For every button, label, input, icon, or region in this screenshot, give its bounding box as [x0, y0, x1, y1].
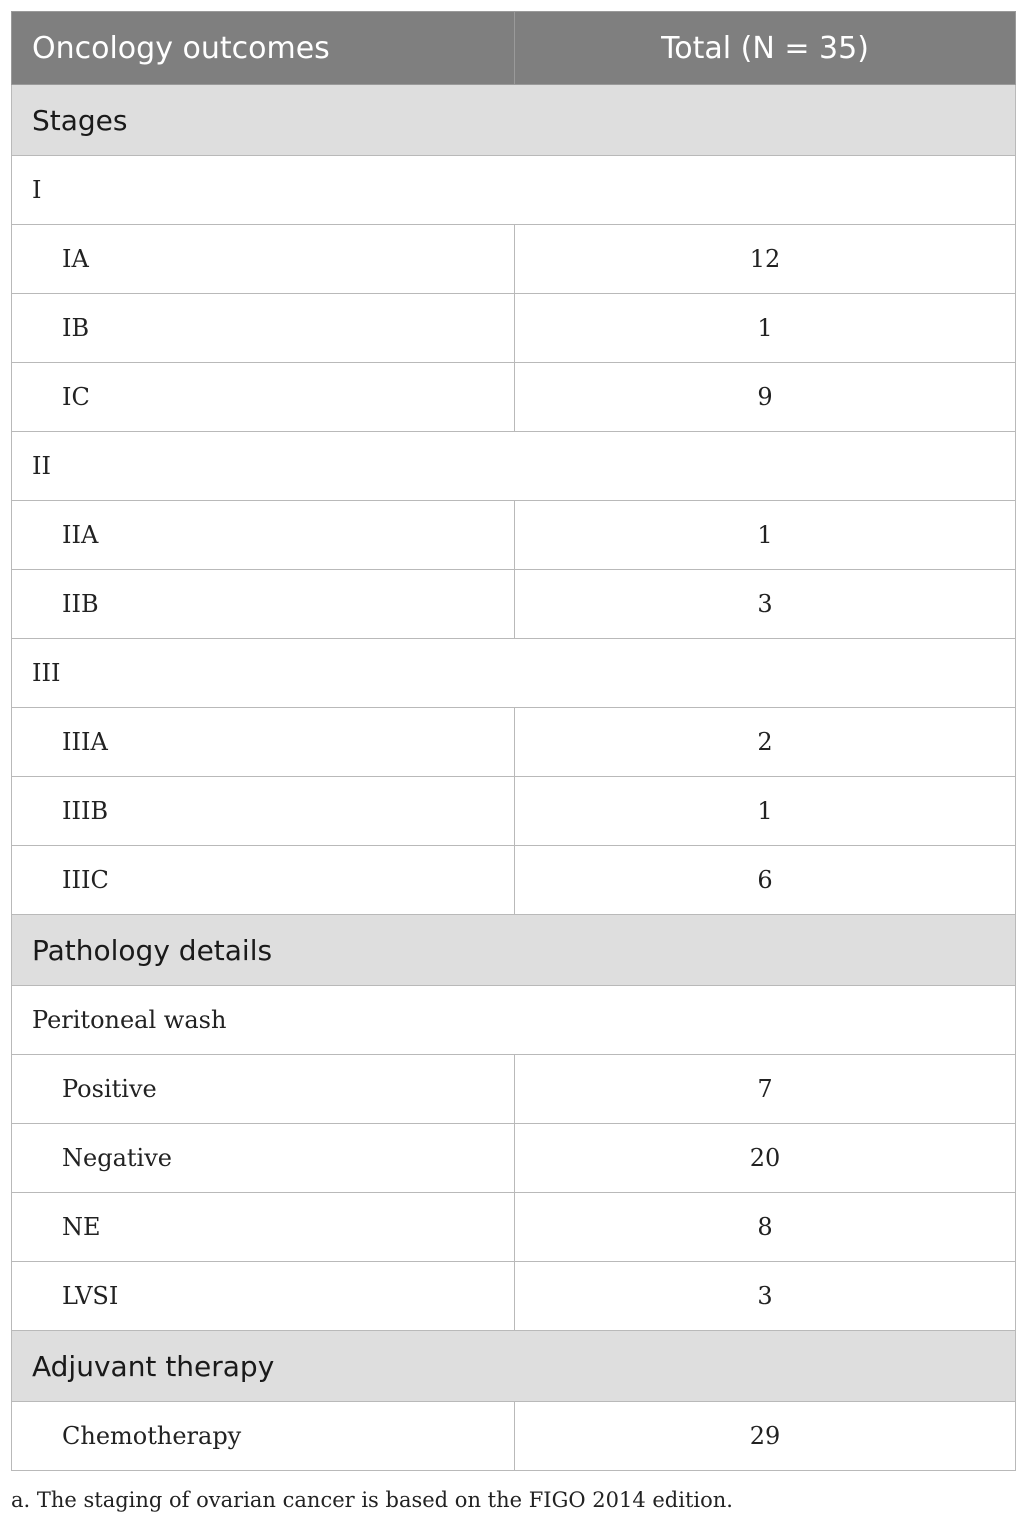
section-label: Pathology details: [12, 915, 1016, 986]
group-row: [12, 986, 1016, 1055]
table-row: [12, 1193, 1016, 1262]
row-value: 9: [515, 363, 1016, 432]
table-row: [12, 570, 1016, 639]
column-header-outcomes: Oncology outcomes: [12, 12, 515, 85]
row-value: 1: [515, 777, 1016, 846]
row-value: 2: [515, 708, 1016, 777]
table-row: [12, 1262, 1016, 1331]
table-row: [12, 501, 1016, 570]
group-label: III: [12, 639, 1016, 708]
row-label: IIIC: [12, 846, 515, 915]
row-value: 7: [515, 1055, 1016, 1124]
table-row: [12, 1055, 1016, 1124]
row-label: NE: [12, 1193, 515, 1262]
table-row: [12, 294, 1016, 363]
group-row: [12, 639, 1016, 708]
row-label: IIA: [12, 501, 515, 570]
row-value: 8: [515, 1193, 1016, 1262]
row-label: LVSI: [12, 1262, 515, 1331]
section-label: Stages: [12, 85, 1016, 156]
row-label: IC: [12, 363, 515, 432]
section-header-row: [12, 915, 1016, 986]
row-value: 1: [515, 294, 1016, 363]
table-header-row: [12, 12, 1016, 85]
group-row: [12, 156, 1016, 225]
group-label: II: [12, 432, 1016, 501]
row-value: 20: [515, 1124, 1016, 1193]
column-header-total: Total (N = 35): [515, 12, 1016, 85]
row-label: IIB: [12, 570, 515, 639]
row-value: 3: [515, 570, 1016, 639]
row-label: IIIB: [12, 777, 515, 846]
table-row: [12, 846, 1016, 915]
section-header-row: [12, 85, 1016, 156]
table-row: [12, 777, 1016, 846]
row-value: 29: [515, 1402, 1016, 1471]
table-row: [12, 1124, 1016, 1193]
row-label: IIIA: [12, 708, 515, 777]
section-label: Adjuvant therapy: [12, 1331, 1016, 1402]
row-label: Chemotherapy: [12, 1402, 515, 1471]
row-value: 1: [515, 501, 1016, 570]
table-row: [12, 225, 1016, 294]
row-value: 6: [515, 846, 1016, 915]
group-label: Peritoneal wash: [12, 986, 1016, 1055]
oncology-outcomes-table: [11, 11, 1016, 1471]
row-label: IB: [12, 294, 515, 363]
row-value: 3: [515, 1262, 1016, 1331]
table-row: [12, 1402, 1016, 1471]
group-row: [12, 432, 1016, 501]
row-label: Positive: [12, 1055, 515, 1124]
table-row: [12, 708, 1016, 777]
group-label: I: [12, 156, 1016, 225]
table-row: [12, 363, 1016, 432]
row-label: IA: [12, 225, 515, 294]
row-label: Negative: [12, 1124, 515, 1193]
row-value: 12: [515, 225, 1016, 294]
table-footnote: a. The staging of ovarian cancer is based on the FIGO 2014 edition.: [11, 1488, 733, 1512]
section-header-row: [12, 1331, 1016, 1402]
